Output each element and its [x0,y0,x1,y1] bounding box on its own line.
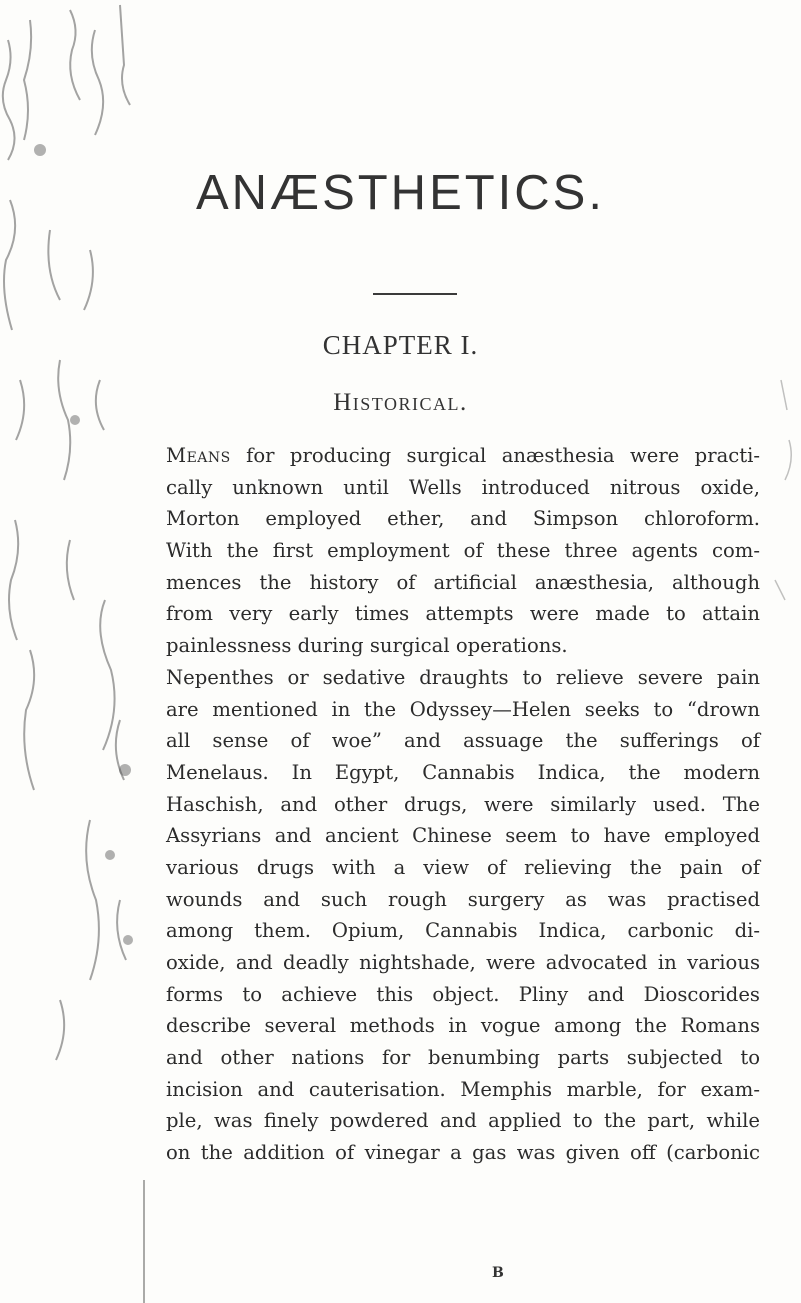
text-line: Menelaus. In Egypt, Cannabis Indica, the modern [166,760,760,784]
paragraph [166,662,760,1169]
page-title: ANÆSTHETICS. [196,166,605,220]
text-line: mences the history of artificial anæsthesia, although [166,570,760,594]
title-rule [373,293,457,295]
text-line: are mentioned in the Odyssey—Helen seeks to “drown [166,697,760,721]
text-line: Haschish, and other drugs, were similarly used. The [166,792,760,816]
lead-word: Means [166,444,231,467]
text-line: from very early times attempts were made to attain [166,602,760,626]
text-line: painlessness during surgical operations. [166,634,568,658]
text-line: all sense of woe” and assuage the sufferings of [166,729,760,753]
text-line: among them. Opium, Cannabis Indica, carbonic di- [166,919,760,943]
text-line: various drugs with a view of relieving the pain of [166,855,760,879]
text-line: and other nations for benumbing parts subjected to [166,1046,760,1070]
text-line: describe several methods in vogue among the Romans [166,1014,760,1038]
signature-mark: B [492,1265,504,1281]
text-line: Nepenthes or sedative draughts to relieve severe pain [166,665,760,689]
text-line: wounds and such rough surgery as was practised [166,887,760,911]
text-line: ple, was finely powdered and applied to the part, while [166,1109,760,1133]
text-line: Morton employed ether, and Simpson chloroform. [166,507,760,531]
text-line: on the addition of vinegar a gas was given off (carbonic [166,1141,760,1165]
body-text [166,440,760,1169]
chapter-subtitle: Historical. [333,389,468,416]
text-line: Assyrians and ancient Chinese seem to have employed [166,824,760,848]
text-line: incision and cauterisation. Memphis marble, for exam- [166,1077,760,1101]
paragraph [166,440,760,662]
text-line: oxide, and deadly nightshade, were advocated in various [166,951,760,974]
text-line: forms to achieve this object. Pliny and Dioscorides [166,982,760,1006]
chapter-heading: CHAPTER I. [322,330,479,360]
text-line: cally unknown until Wells introduced nitrous oxide, [166,475,760,499]
text-line: With the first employment of these three agents com- [166,539,760,563]
text-line: Means for producing surgical anæsthesia were practi- [166,444,760,467]
